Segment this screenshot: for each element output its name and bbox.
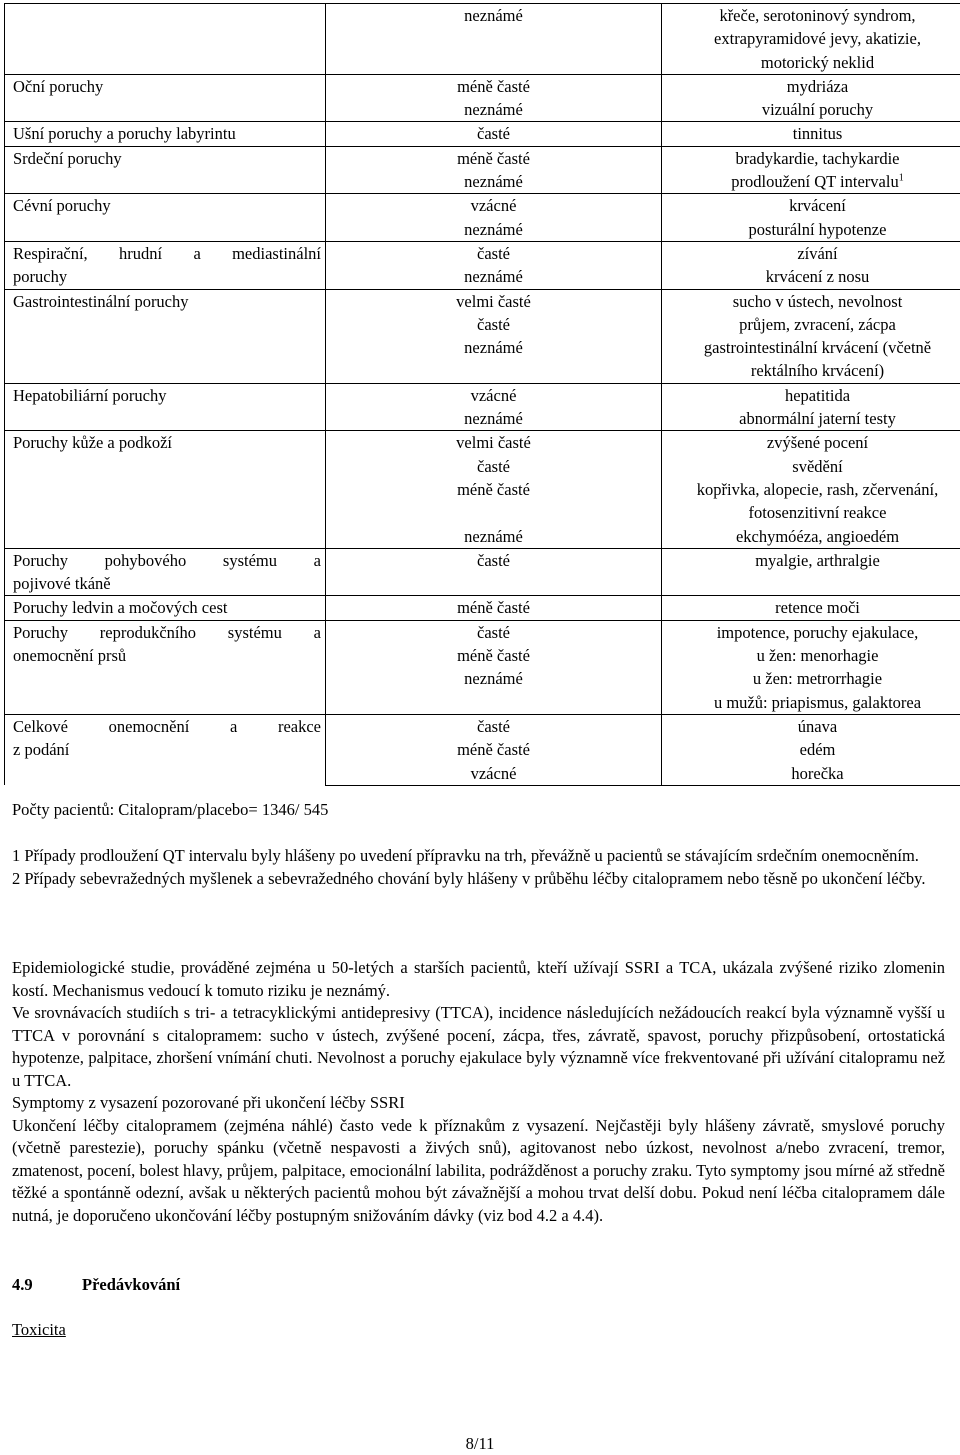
organ-class-label: Gastrointestinální poruchy: [13, 291, 189, 311]
adverse-effect-text: u mužů: priapismus, galaktorea: [713, 692, 922, 712]
frequency-label: méně časté: [457, 76, 530, 96]
frequency-label: méně časté: [457, 598, 530, 618]
adverse-effect-label: [662, 242, 960, 265]
frequency-label: neznámé: [464, 526, 523, 546]
table-row: [5, 146, 960, 170]
adverse-effect-cell: [662, 289, 960, 313]
adverse-effect-text: impotence, poruchy ejakulace,: [716, 622, 919, 642]
adverse-effect-text: zvýšené pocení: [766, 433, 869, 453]
adverse-effect-label: [662, 170, 960, 193]
frequency-label: neznámé: [464, 669, 523, 689]
frequency-label: časté: [477, 622, 510, 642]
paragraph-withdrawal: Ukončení léčby citalopramem (zejména náhlé) často vede k příznakům z vysazení. Nejčastěji byly hlášeny závratě, smyslové poruchy (včetně parestezie), poruchy spánku (včetně nespavosti a živých snů), agitovanost nebo úzkost, nevolnost a/nebo zvracení, tremor, zmatenost, pocení, bolest hlavy, průjem, palpitace, emocionální labilita, podrážděnost a poruchy zraku. Tyto symptomy jsou mírné až středně těžké a spontánně odezní, avšak u některých pacientů mohou být závažnější a mohou trvat delší dobu. Pokud není léčba citalopramem dále nutná, je doporučeno ukončování léčby postupným snižováním dávky (viz bod 4.2 a 4.4).: [12, 1115, 945, 1225]
organ-class-label: Oční poruchy: [13, 76, 104, 96]
adverse-effect-text: abnormální jaterní testy: [739, 409, 896, 429]
adverse-effect-text: průjem, zvracení, zácpa: [739, 314, 896, 334]
frequency-label: velmi časté: [456, 433, 531, 453]
paragraph-withdrawal-heading: Symptomy z vysazení pozorované při ukončení léčby SSRI: [12, 1093, 405, 1112]
adverse-effect-text: zívání: [797, 243, 838, 263]
adverse-effects-table: [4, 3, 960, 786]
adverse-effect-label: [662, 51, 960, 74]
adverse-effect-text: retence moči: [775, 598, 860, 618]
table-row: [5, 383, 960, 407]
adverse-effect-label: [662, 290, 960, 313]
table-row: [5, 548, 960, 596]
adverse-effect-cell: [662, 265, 960, 289]
frequency-cell: [326, 98, 662, 122]
adverse-effect-text: extrapyramidové jevy, akatizie,: [714, 29, 921, 49]
adverse-effect-text: tinnitus: [792, 124, 843, 144]
adverse-effect-label: [662, 98, 960, 121]
frequency-cell: [326, 667, 662, 714]
frequency-label: časté: [477, 124, 510, 144]
body-text: [12, 957, 945, 1227]
page-number: 8/11: [465, 1434, 495, 1453]
adverse-effect-text: vizuální poruchy: [761, 100, 874, 120]
adverse-effect-text: edém: [799, 740, 836, 760]
organ-class-label: poruchy: [13, 267, 68, 287]
frequency-cell: [326, 313, 662, 336]
adverse-effect-cell: [662, 762, 960, 786]
adverse-effect-text: horečka: [791, 763, 844, 783]
adverse-effect-cell: [662, 738, 960, 761]
table-row: [5, 289, 960, 313]
adverse-effect-label: [662, 336, 960, 359]
frequency-cell: [326, 146, 662, 170]
adverse-effect-text: u žen: menorhagie: [756, 646, 879, 666]
footnotes: [12, 845, 945, 890]
adverse-effect-text: bradykardie, tachykardie: [735, 148, 900, 168]
adverse-effect-label: [662, 478, 960, 501]
adverse-effect-cell: [662, 478, 960, 525]
table-row: [5, 714, 960, 738]
frequency-label: neznámé: [464, 172, 523, 192]
adverse-effect-cell: [662, 4, 960, 75]
adverse-effect-text: posturální hypotenze: [748, 219, 887, 239]
organ-class-label: Poruchy reprodukčního systému a: [13, 622, 321, 642]
organ-class-label: Cévní poruchy: [13, 196, 111, 216]
section-number: 4.9: [12, 1275, 33, 1294]
frequency-cell: [326, 525, 662, 549]
frequency-label: neznámé: [464, 6, 523, 25]
frequency-label: neznámé: [464, 100, 523, 120]
organ-class-label: z podání: [13, 740, 70, 760]
table-row: [5, 194, 960, 218]
adverse-effect-cell: [662, 644, 960, 667]
adverse-effect-cell: [662, 313, 960, 336]
frequency-label: neznámé: [464, 409, 523, 429]
organ-class-cell: [5, 4, 326, 75]
adverse-effect-label: [662, 75, 960, 98]
frequency-label: časté: [477, 716, 510, 736]
adverse-effect-label: [662, 549, 960, 572]
frequency-cell: [326, 383, 662, 407]
frequency-label: vzácné: [470, 763, 517, 783]
frequency-label: velmi časté: [456, 291, 531, 311]
adverse-effect-text: svědění: [792, 456, 843, 476]
adverse-effect-text: kopřivka, alopecie, rash, zčervenání,: [696, 479, 939, 499]
paragraph-epidemiology: Epidemiologické studie, prováděné zejména u 50-letých a starších pacientů, kteří užívají SSRI a TCA, ukázala zvýšené riziko zlomenin kostí. Mechanismus vedoucí k tomuto riziku je neznámý.: [12, 958, 945, 1000]
organ-class-cell: [5, 383, 326, 431]
frequency-cell: [326, 170, 662, 194]
adverse-effect-label: [662, 384, 960, 407]
adverse-effect-label: [662, 313, 960, 336]
organ-class-label: Hepatobiliární poruchy: [13, 385, 167, 405]
adverse-effect-cell: [662, 431, 960, 455]
adverse-effect-text: prodloužení QT intervalu: [731, 172, 899, 192]
frequency-cell: [326, 218, 662, 242]
organ-class-cell: [5, 714, 326, 785]
adverse-effect-label: [662, 407, 960, 430]
table-row: [5, 241, 960, 265]
adverse-effect-cell: [662, 336, 960, 383]
frequency-label: méně časté: [457, 740, 530, 760]
adverse-effect-cell: [662, 74, 960, 98]
adverse-effect-cell: [662, 122, 960, 146]
adverse-effect-cell: [662, 548, 960, 596]
table-row: [5, 4, 960, 75]
frequency-label: časté: [477, 550, 510, 570]
adverse-effect-label: [662, 218, 960, 241]
adverse-effect-cell: [662, 383, 960, 407]
section-title: Předávkování: [82, 1275, 181, 1294]
adverse-effect-label: [662, 147, 960, 170]
table-row: [5, 596, 960, 620]
frequency-label: neznámé: [464, 267, 523, 287]
adverse-effect-cell: [662, 714, 960, 738]
subsection-title: Toxicita: [12, 1320, 66, 1339]
frequency-cell: [326, 265, 662, 289]
adverse-effect-label: [662, 715, 960, 738]
adverse-effect-text: gastrointestinální krvácení (včetně: [703, 338, 932, 358]
organ-class-label: Poruchy pohybového systému a: [13, 550, 321, 570]
adverse-effect-label: [662, 644, 960, 667]
footnote-2: 2 Případy sebevražedných myšlenek a sebevražedného chování byly hlášeny v průběhu léčby citalopramem nebo těsně po ukončení léčby.: [12, 868, 926, 888]
adverse-effect-label: [662, 27, 960, 50]
footnote-marker: 1: [898, 172, 904, 184]
table-row: [5, 122, 960, 146]
adverse-effect-text: krvácení z nosu: [765, 267, 870, 287]
frequency-label: časté: [477, 314, 510, 334]
organ-class-cell: [5, 194, 326, 242]
adverse-effect-text: sucho v ústech, nevolnost: [732, 291, 903, 311]
frequency-cell: [326, 714, 662, 738]
frequency-cell: [326, 548, 662, 596]
frequency-cell: [326, 4, 662, 75]
adverse-effect-label: [662, 525, 960, 548]
adverse-effect-text: mydriáza: [786, 76, 849, 96]
adverse-effect-label: [662, 667, 960, 690]
table-row: [5, 74, 960, 98]
paragraph-ttca-comparison: Ve srovnávacích studiích s tri- a tetracyklickými antidepresivy (TTCA), incidence následujících nežádoucích reakcí byla významně vyšší u TTCA v porovnání s citalopramem: sucho v ústech, zvýšené pocení, zácpa, třes, závratě, spavost, poruchy přizpůsobení, ortostatická hypotenze, palpitace, zhoršení vnímání chuti. Nevolnost a poruchy ejakulace byly významně více frekventované při užívání citalopramu než u TTCA.: [12, 1003, 945, 1090]
organ-class-cell: [5, 146, 326, 194]
frequency-cell: [326, 122, 662, 146]
frequency-cell: [326, 336, 662, 383]
frequency-cell: [326, 620, 662, 644]
adverse-effect-text: fotosenzitivní reakce: [748, 503, 887, 523]
organ-class-label: Srdeční poruchy: [13, 148, 122, 168]
frequency-label: vzácné: [470, 385, 517, 405]
adverse-effect-label: [662, 4, 960, 27]
organ-class-label: Ušní poruchy a poruchy labyrintu: [13, 124, 236, 144]
frequency-cell: [326, 738, 662, 761]
frequency-cell: [326, 478, 662, 525]
frequency-cell: [326, 455, 662, 478]
frequency-cell: [326, 241, 662, 265]
footnote-1: 1 Případy prodloužení QT intervalu byly hlášeny po uvedení přípravku na trh, převážně u pacientů se stávajícím srdečním onemocněním.: [12, 846, 919, 865]
organ-class-cell: [5, 596, 326, 620]
adverse-effect-text: únava: [797, 716, 838, 736]
adverse-effect-text: motorický neklid: [760, 52, 875, 72]
adverse-effect-cell: [662, 241, 960, 265]
adverse-effect-text: u žen: metrorrhagie: [752, 669, 883, 689]
adverse-effect-cell: [662, 218, 960, 242]
organ-class-label: Poruchy ledvin a močových cest: [13, 598, 228, 618]
frequency-label: neznámé: [464, 219, 523, 239]
frequency-label: méně časté: [457, 479, 530, 499]
organ-class-label: onemocnění prsů: [13, 646, 127, 666]
frequency-label: neznámé: [464, 338, 523, 358]
adverse-effect-cell: [662, 194, 960, 218]
frequency-label: časté: [477, 243, 510, 263]
adverse-effect-label: [662, 762, 960, 785]
adverse-effect-text: rektálního krvácení): [750, 361, 885, 381]
organ-class-label: pojivové tkáně: [13, 574, 111, 594]
frequency-cell: [326, 762, 662, 786]
frequency-cell: [326, 596, 662, 620]
frequency-cell: [326, 644, 662, 667]
adverse-effect-label: [662, 122, 960, 145]
organ-class-cell: [5, 620, 326, 714]
frequency-cell: [326, 431, 662, 455]
adverse-effect-label: [662, 621, 960, 644]
table-row: [5, 431, 960, 455]
organ-class-label: Poruchy kůže a podkoží: [13, 433, 172, 453]
adverse-effect-label: [662, 738, 960, 761]
adverse-effect-label: [662, 691, 960, 714]
organ-class-cell: [5, 122, 326, 146]
adverse-effect-text: hepatitida: [784, 385, 851, 405]
table-row: [5, 620, 960, 644]
frequency-cell: [326, 407, 662, 431]
frequency-label: méně časté: [457, 646, 530, 666]
adverse-effect-label: [662, 501, 960, 524]
adverse-effect-cell: [662, 98, 960, 122]
frequency-cell: [326, 194, 662, 218]
patient-counts: Počty pacientů: Citalopram/placebo= 1346/ 545: [12, 800, 329, 819]
organ-class-label: Respirační, hrudní a mediastinální: [13, 243, 321, 263]
adverse-effect-cell: [662, 620, 960, 644]
section-heading: [12, 1275, 180, 1295]
frequency-label: vzácné: [470, 196, 517, 216]
organ-class-cell: [5, 74, 326, 122]
adverse-effect-cell: [662, 525, 960, 549]
adverse-effect-label: [662, 194, 960, 217]
frequency-label: méně časté: [457, 148, 530, 168]
adverse-effect-cell: [662, 170, 960, 194]
adverse-effect-label: [662, 265, 960, 288]
adverse-effect-text: křeče, serotoninový syndrom,: [719, 6, 916, 25]
adverse-effect-cell: [662, 667, 960, 714]
organ-class-cell: [5, 289, 326, 383]
adverse-effect-cell: [662, 596, 960, 620]
adverse-effect-text: krvácení: [789, 196, 846, 216]
organ-class-cell: [5, 241, 326, 289]
adverse-effect-label: [662, 596, 960, 619]
organ-class-label: Celkové onemocnění a reakce: [13, 716, 321, 736]
adverse-effect-cell: [662, 146, 960, 170]
adverse-effect-label: [662, 431, 960, 454]
adverse-effect-label: [662, 359, 960, 382]
adverse-effect-cell: [662, 407, 960, 431]
adverse-effect-cell: [662, 455, 960, 478]
adverse-effect-text: ekchymóéza, angioedém: [735, 526, 900, 546]
frequency-cell: [326, 289, 662, 313]
organ-class-cell: [5, 431, 326, 548]
adverse-effect-label: [662, 455, 960, 478]
adverse-effect-text: myalgie, arthralgie: [755, 550, 880, 570]
frequency-label: časté: [477, 456, 510, 476]
frequency-cell: [326, 74, 662, 98]
organ-class-cell: [5, 548, 326, 596]
